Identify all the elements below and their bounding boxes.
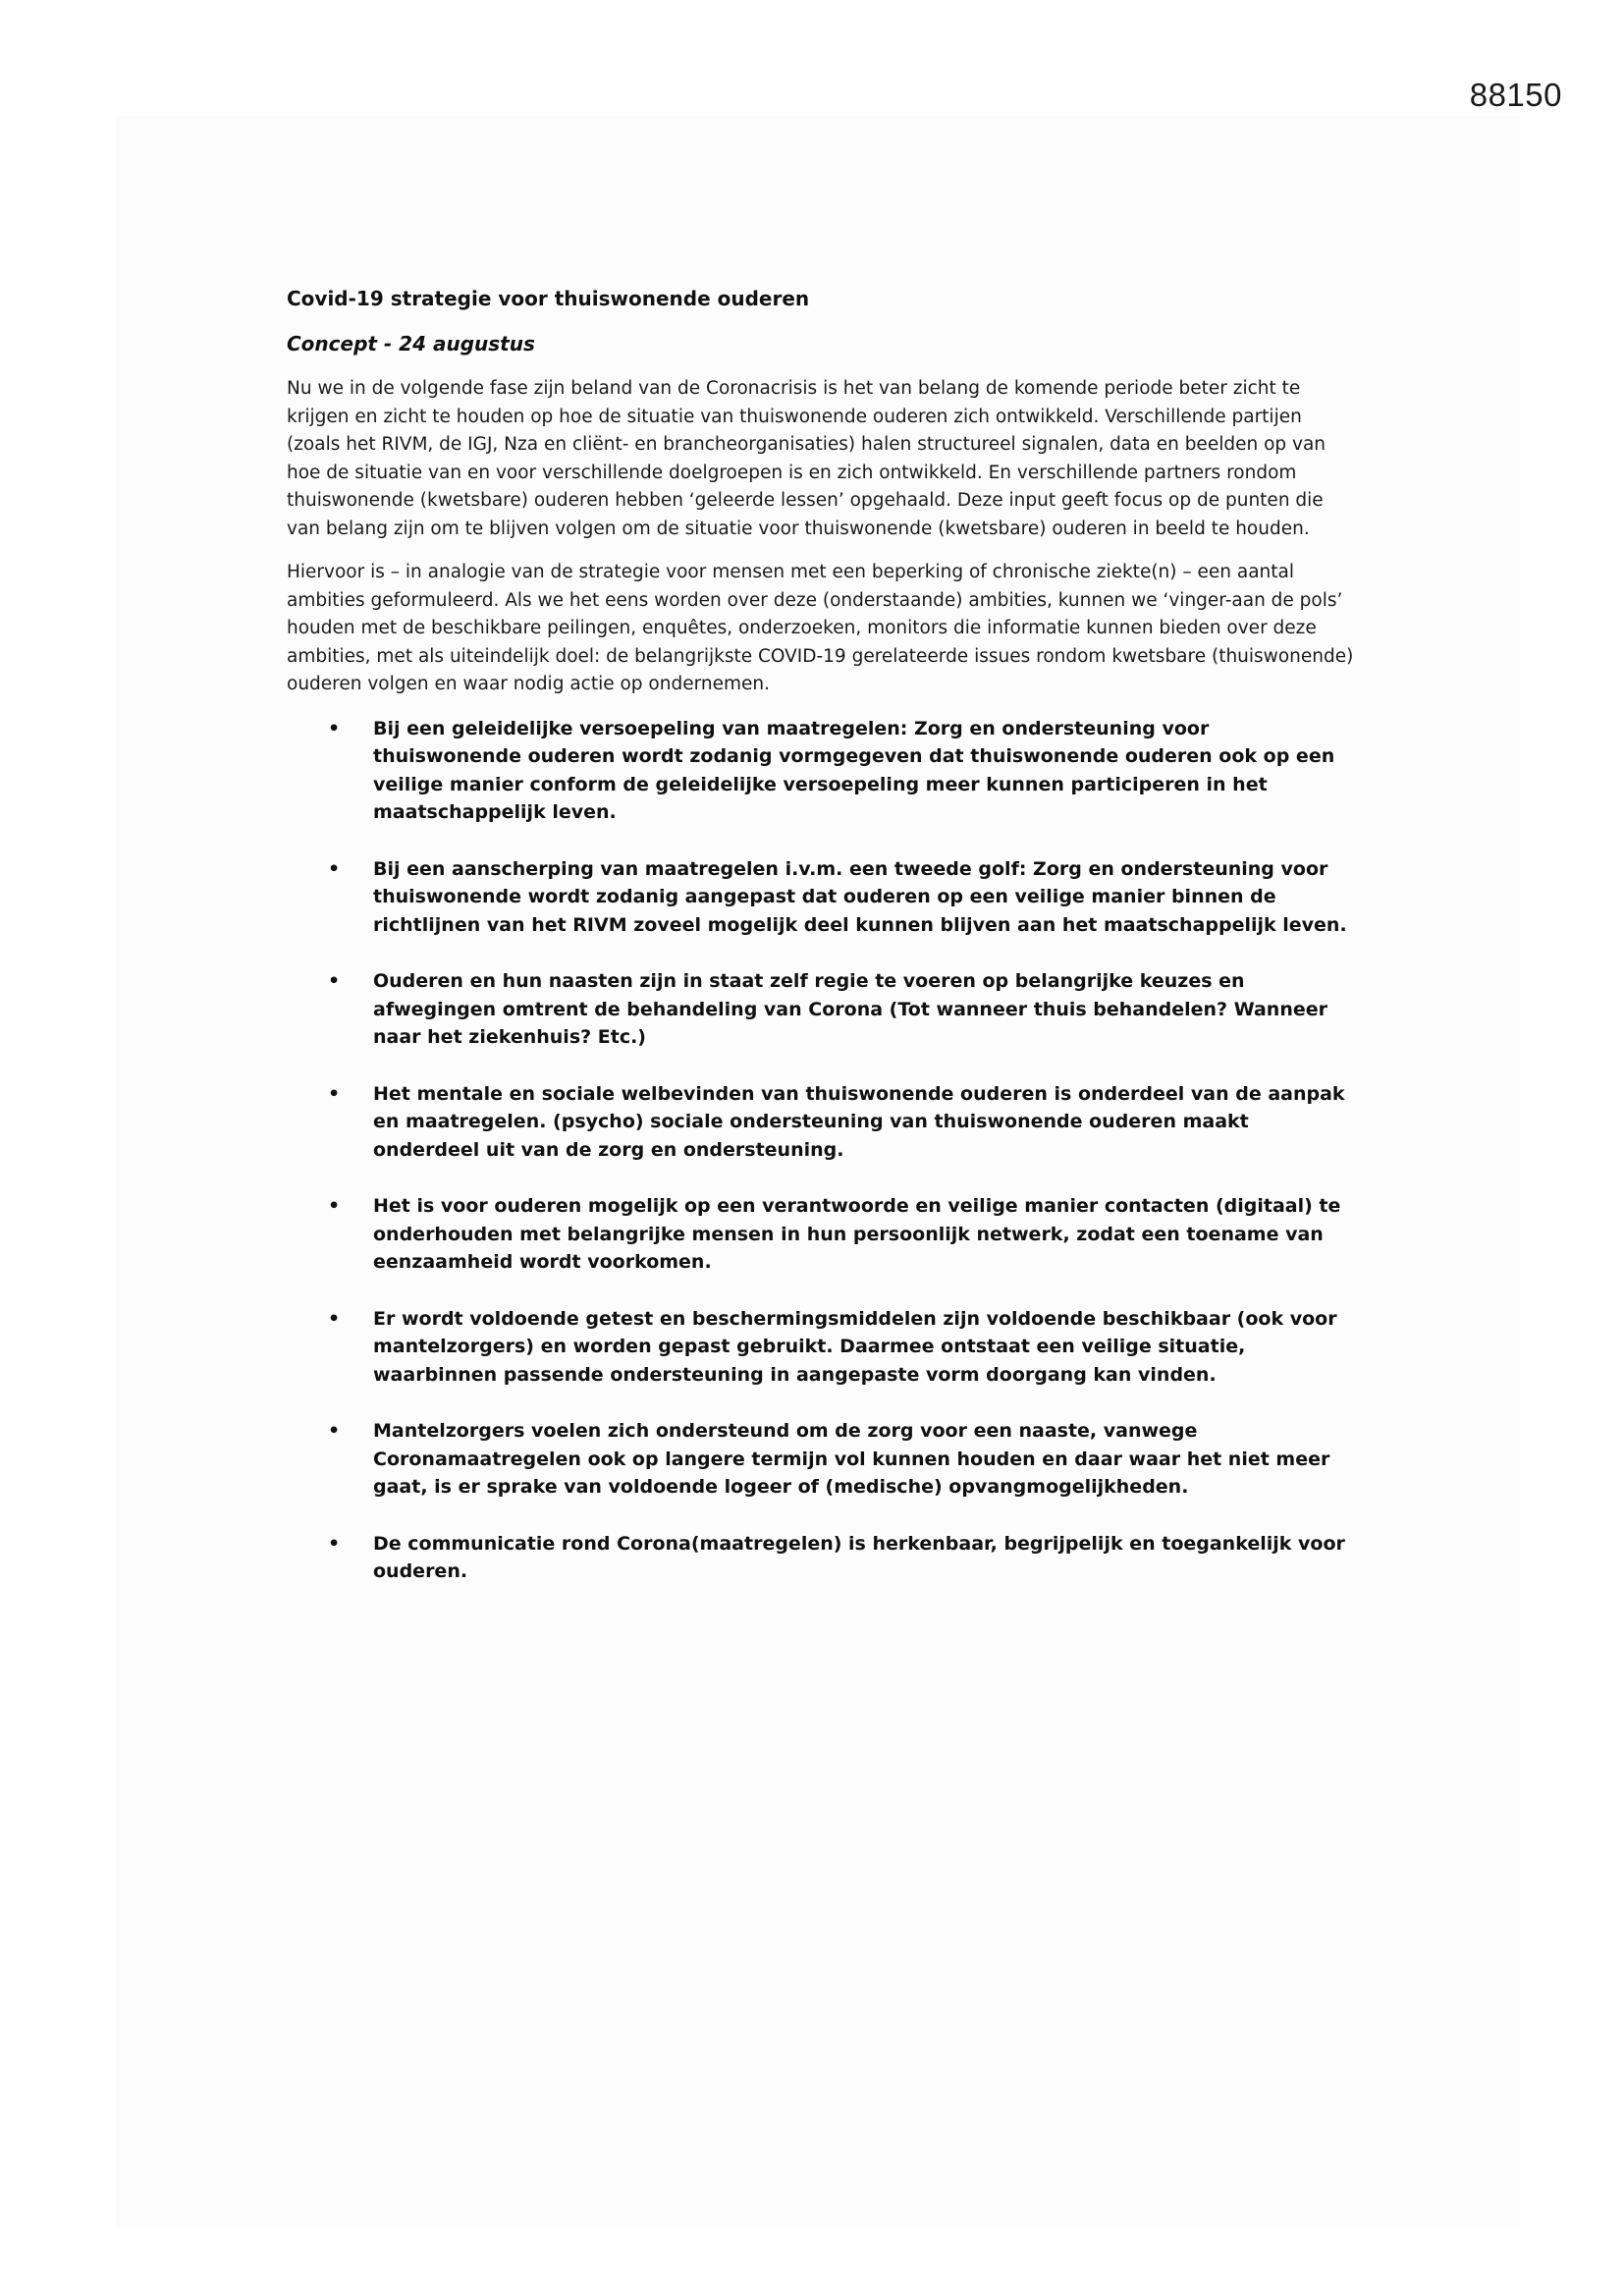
bullet-icon: • xyxy=(328,717,341,739)
intro-paragraph: Nu we in de volgende fase zijn beland van de Coronacrisis is het van belang de komende periode beter zicht te krijgen en zicht te houden op hoe de situatie van thuiswonende ouderen zich ontwikkeld. Verschillende partijen (zoals het RIVM, de IGJ, Nza en cliënt- en brancheorganisaties) halen structureel signalen, data en beelden op van hoe de situatie van en voor verschillende doelgroepen is en zich ontwikkeld. En verschillende partners rondom thuiswonende (kwetsbare) ouderen hebben ‘geleerde lessen’ opgehaald. Deze input geeft focus op de punten die van belang zijn om te blijven volgen om de situatie voor thuiswonende (kwetsbare) ouderen in beeld te houden. xyxy=(287,378,1326,539)
ambition-item xyxy=(287,1530,1357,1586)
bullet-icon: • xyxy=(328,857,341,880)
bullet-icon: • xyxy=(328,1532,341,1555)
ambition-text: Het mentale en sociale welbevinden van thuiswonende ouderen is onderdeel van de aanpak en maatregelen. (psycho) sociale ondersteuning van thuiswonende ouderen maakt onderdeel uit van de zorg en ondersteuning. xyxy=(373,1082,1345,1161)
document-body xyxy=(287,285,1357,1614)
ambitions-list xyxy=(287,715,1357,1586)
ambition-text: Mantelzorgers voelen zich ondersteund om de zorg voor een naaste, vanwege Coronamaatregelen ook op langere termijn vol kunnen houden en daar waar het niet meer gaat, is er sprake van voldoende logeer of (medische) opvangmogelijkheden. xyxy=(373,1420,1330,1498)
document-subtitle: Concept - 24 augustus xyxy=(287,332,535,355)
ambition-item xyxy=(287,1417,1357,1502)
ambition-text: Bij een aanscherping van maatregelen i.v.m. een tweede golf: Zorg en ondersteuning voor thuiswonende wordt zodanig aangepast dat ouderen op een veilige manier binnen de richtlijnen van het RIVM zoveel mogelijk deel kunnen blijven aan het maatschappelijk leven. xyxy=(373,857,1347,936)
ambition-text: Ouderen en hun naasten zijn in staat zelf regie te voeren op belangrijke keuzes en afwegingen omtrent de behandeling van Corona (Tot wanneer thuis behandelen? Wanneer naar het ziekenhuis? Etc.) xyxy=(373,970,1327,1048)
ambition-text: De communicatie rond Corona(maatregelen) is herkenbaar, begrijpelijk en toegankelijk voor ouderen. xyxy=(373,1532,1345,1582)
bullet-icon: • xyxy=(328,970,341,992)
ambition-text: Het is voor ouderen mogelijk op een verantwoorde en veilige manier contacten (digitaal) te onderhouden met belangrijke mensen in hun persoonlijk netwerk, zodat een toename van eenzaamheid wordt voorkomen. xyxy=(373,1195,1341,1273)
bullet-icon: • xyxy=(328,1307,341,1330)
bullet-icon: • xyxy=(328,1195,341,1217)
ambition-text: Er wordt voldoende getest en beschermingsmiddelen zijn voldoende beschikbaar (ook voor mantelzorgers) en worden gepast gebruikt. Daarmee ontstaat een veilige situatie, waarbinnen passende ondersteuning in aangepaste vorm doorgang kan vinden. xyxy=(373,1307,1337,1386)
ambition-item xyxy=(287,967,1357,1052)
ambition-item xyxy=(287,1192,1357,1277)
page-number: 88150 xyxy=(1469,77,1562,113)
ambition-item xyxy=(287,1080,1357,1165)
bullet-icon: • xyxy=(328,1082,341,1105)
ambition-text: Bij een geleidelijke versoepeling van maatregelen: Zorg en ondersteuning voor thuiswonende ouderen wordt zodanig vormgegeven dat thuiswonende ouderen ook op een veilige manier conform de geleidelijke versoepeling meer kunnen participeren in het maatschappelijk leven. xyxy=(373,717,1335,823)
ambitions-paragraph: Hiervoor is – in analogie van de strategie voor mensen met een beperking of chronische ziekte(n) – een aantal ambities geformuleerd. Als we het eens worden over deze (onderstaande) ambities, kunnen we ‘vinger-aan de pols’ houden met de beschikbare peilingen, enquêtes, onderzoeken, monitors die informatie kunnen bieden over deze ambities, met als uiteindelijk doel: de belangrijkste COVID-19 gerelateerde issues rondom kwetsbare (thuiswonende) ouderen volgen en waar nodig actie op ondernemen. xyxy=(287,562,1354,694)
bullet-icon: • xyxy=(328,1420,341,1442)
ambition-item xyxy=(287,1305,1357,1390)
ambition-item xyxy=(287,715,1357,827)
ambition-item xyxy=(287,855,1357,940)
document-title: Covid-19 strategie voor thuiswonende ouderen xyxy=(287,287,810,310)
